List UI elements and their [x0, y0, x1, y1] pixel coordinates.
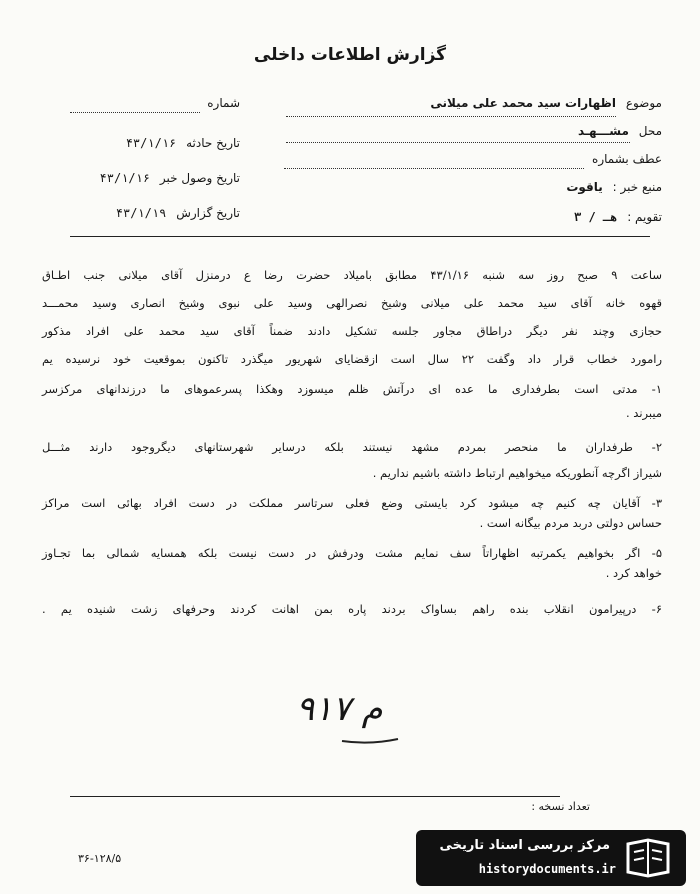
report-date-label: تاریخ گزارش [176, 206, 240, 220]
place-value: مشـــهـد [578, 124, 629, 138]
header-divider [70, 236, 650, 237]
body-line: ۶- درپیرامون انقلاب بنده راهم بساواک بردند پاره بمن اهانت کردند وحرفهای زشت شنیده یم . [42, 602, 662, 616]
assessment-label: تقویم : [627, 210, 662, 224]
body-line: حساس دولتی دربد مردم بیگانه است . [479, 516, 662, 530]
body-line: ۳- آقایان چه کنیم چه میشود کرد بایستی وضع فعلی سرتاسر مملکت در دست افراد بهائی است مراکز [42, 496, 662, 510]
assessment-value: هـ / ۳ [574, 210, 618, 224]
source-row [566, 180, 662, 194]
subject-value: اظهارات سید محمد علی میلانی [430, 96, 616, 110]
attach-row [586, 152, 662, 166]
report-title: گزارش اطلاعات داخلی [253, 45, 447, 65]
subject-row [430, 96, 662, 110]
report-date-row [60, 206, 240, 220]
number-row [60, 96, 240, 110]
subject-underline [286, 116, 616, 117]
archive-stamp-number: ۹۱۷ م [296, 689, 383, 729]
document-number: ۳۶-۱۲۸/۵ [78, 852, 122, 865]
incident-date-row [60, 136, 240, 150]
received-date-row [60, 171, 240, 185]
body-line: ۲- طرفداران ما منحصر بمردم مشهد نیستند بلکه درسایر شهرستانهای دیگروجود دارند مثـــل [42, 440, 662, 454]
subject-label: موضوع [625, 96, 662, 110]
incident-date-label: تاریخ حادثه [186, 136, 240, 150]
body-line: ۵- اگر بخواهیم یکمرتبه اظهاراتاً سف نمایم مشت ودرفش در دست نیست بلکه همسایه شمالی بما تجـاوز [42, 546, 662, 560]
received-date-value: ۴۳/۱/۱۶ [99, 171, 151, 185]
body-line: ۱- مدتی است بطرفداری ما عده ای درآتش ظلم میسوزد وهکذا پسرعموهای ما درزندانهای مرکزسر [42, 382, 662, 396]
body-line: قهوه خانه آقای سید محمد علی میلانی وشیخ نصرالهی وسید علی نبوی وشیخ انصاری وسید محمـــد [42, 296, 662, 310]
number-label: شماره [207, 96, 240, 110]
footer-divider [70, 796, 560, 797]
received-date-label: تاریخ وصول خبر [159, 171, 240, 185]
place-row [578, 124, 662, 138]
body-line: خواهد کرد . [605, 566, 662, 580]
incident-date-value: ۴۳/۱/۱۶ [125, 136, 177, 150]
stamp-underline [340, 736, 400, 746]
report-date-value: ۴۳/۱/۱۹ [115, 206, 167, 220]
copies-label: تعداد نسخه : [531, 800, 590, 813]
source-value: یاقوت [566, 180, 603, 194]
body-line: ساعت ۹ صبح روز سه شنبه ۴۳/۱/۱۶ مطابق باميلاد حضرت رضا ع درمنزل آقای میلانی جنب اطـاق [42, 268, 663, 282]
body-line: رامورد خطاب قرار داد وگفت ۲۲ سال است ازقضایای شهریور میگذرد تاکنون بموقعیت خود نرسیده یم [42, 352, 662, 366]
watermark-url: historydocuments.ir [478, 862, 616, 876]
watermark-title: مرکز بررسی اسناد تاریخی [439, 838, 610, 853]
archive-logo-icon [624, 838, 672, 882]
body-line: میبرند . [626, 406, 662, 420]
attach-underline [284, 168, 584, 169]
body-line: شیراز اگرچه آنطوریکه میخواهیم ارتباط داشته باشیم نداریم . [372, 466, 662, 480]
attach-label: عطف بشماره [592, 152, 662, 166]
place-underline [286, 142, 630, 143]
body-line: حجازی وچند نفر دیگر دراطاق مجاور جلسه تشکیل دادند ضمناً آقای سید محمد علی افراد مذکور [42, 324, 662, 338]
assessment-row [574, 210, 662, 224]
place-label: محل [638, 124, 662, 138]
number-underline [70, 112, 200, 113]
source-label: منبع خبر : [612, 180, 662, 194]
archive-watermark [416, 830, 686, 886]
